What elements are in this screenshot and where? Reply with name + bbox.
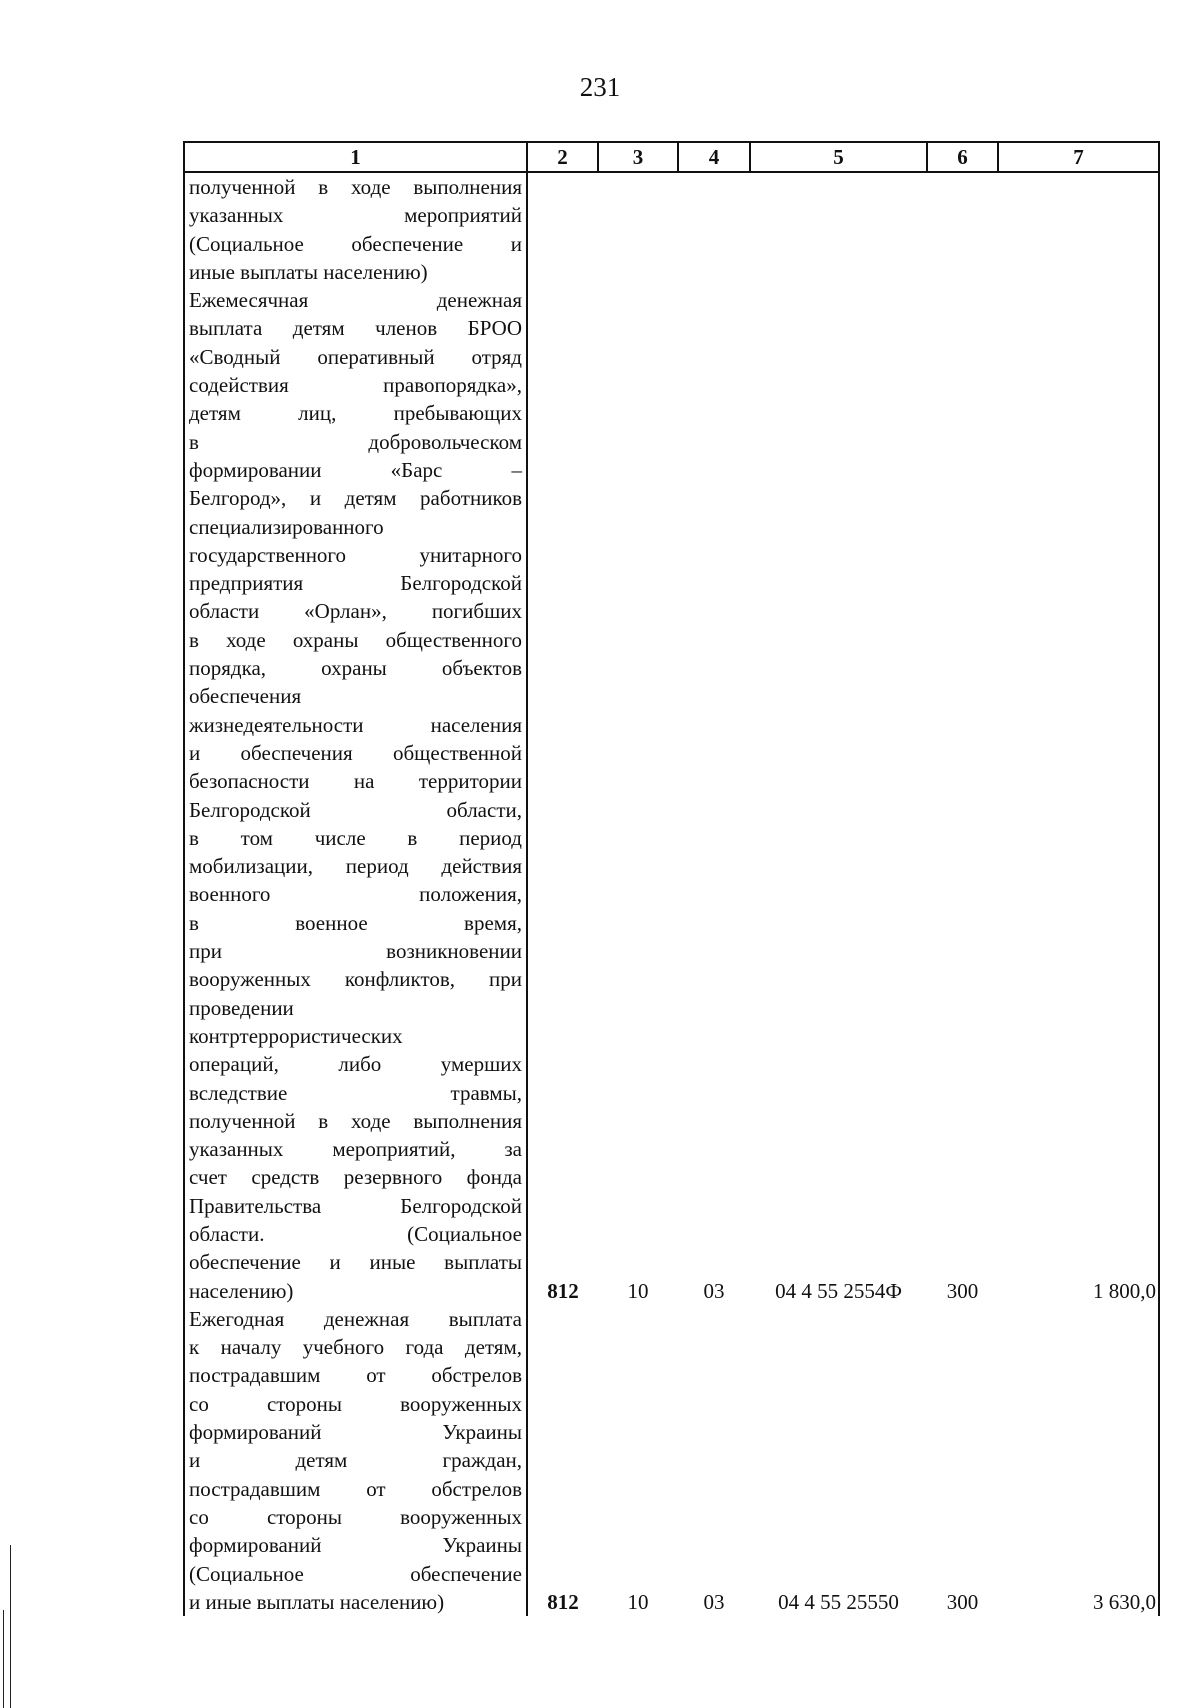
description-line: мобилизации, период действия xyxy=(189,854,522,879)
row-description xyxy=(184,172,527,286)
row-description xyxy=(184,286,527,1305)
description-line: формирований Украины xyxy=(189,1533,522,1558)
table-row xyxy=(184,172,1159,286)
description-line: в ходе охраны общественного xyxy=(189,627,522,652)
column-header: 7 xyxy=(998,142,1159,172)
description-line: вследствие травмы, xyxy=(189,1080,522,1105)
description-line: содействия правопорядка», xyxy=(189,373,522,398)
expense-type-cell: 300 xyxy=(946,1278,979,1303)
description-line: обеспечения xyxy=(189,684,302,709)
description-line: детям лиц, пребывающих xyxy=(189,401,522,426)
description-line: к началу учебного года детям, xyxy=(189,1335,522,1360)
description-line: Ежемесячная денежная xyxy=(189,288,522,313)
description-line: жизнедеятельности населения xyxy=(189,712,522,737)
description-line: и обеспечения общественной xyxy=(189,740,522,765)
description-line: области «Орлан», погибших xyxy=(189,599,522,624)
column-header: 2 xyxy=(527,142,598,172)
description-line: Правительства Белгородской xyxy=(189,1193,522,1218)
description-line: пострадавшим от обстрелов xyxy=(189,1476,522,1501)
expense-type-cell: 300 xyxy=(946,1589,979,1614)
description-line: и иные выплаты населению) xyxy=(189,1589,445,1614)
table-row xyxy=(184,286,1159,1305)
column-header: 1 xyxy=(184,142,527,172)
amount-cell xyxy=(998,172,1159,286)
scan-edge-line xyxy=(10,1545,11,1708)
description-line: при возникновении xyxy=(189,939,522,964)
target-article-cell: 04 4 55 25550 xyxy=(778,1589,899,1614)
target-article-cell xyxy=(750,172,927,286)
description-line: иные выплаты населению) xyxy=(189,259,428,284)
description-line: безопасности на территории xyxy=(189,769,522,794)
description-line: указанных мероприятий xyxy=(189,203,522,228)
description-line: полученной в ходе выполнения xyxy=(189,1108,522,1133)
subsection-cell xyxy=(678,172,750,286)
subsection-cell: 03 xyxy=(703,1589,725,1614)
column-header: 6 xyxy=(927,142,998,172)
section-cell: 10 xyxy=(627,1278,649,1303)
admin-code-cell: 812 xyxy=(547,1589,579,1614)
description-line: Белгород», и детям работников xyxy=(189,486,522,511)
column-header: 4 xyxy=(678,142,750,172)
description-line: в военное время, xyxy=(189,910,522,935)
description-line: в том числе в период xyxy=(189,825,522,850)
scan-edge-line xyxy=(3,1610,4,1708)
description-line: указанных мероприятий, за xyxy=(189,1137,522,1162)
description-line: Белгородской области, xyxy=(189,797,522,822)
description-line: (Социальное обеспечение и xyxy=(189,231,522,256)
column-header: 5 xyxy=(750,142,927,172)
description-line: (Социальное обеспечение xyxy=(189,1561,522,1586)
description-line: вооруженных конфликтов, при xyxy=(189,967,522,992)
description-line: обеспечение и иные выплаты xyxy=(189,1250,522,1275)
description-line: операций, либо умерших xyxy=(189,1052,522,1077)
table-row xyxy=(184,1305,1159,1616)
column-header: 3 xyxy=(598,142,678,172)
description-line: военного положения, xyxy=(189,882,522,907)
admin-code-cell: 812 xyxy=(547,1278,579,1303)
subsection-cell: 03 xyxy=(703,1278,725,1303)
description-line: «Сводный оперативный отряд xyxy=(189,344,522,369)
row-description xyxy=(184,1305,527,1616)
description-line: области. (Социальное xyxy=(189,1221,522,1246)
page-number: 231 xyxy=(579,72,621,102)
target-article-cell: 04 4 55 2554Ф xyxy=(775,1278,902,1303)
expense-type-cell xyxy=(927,172,998,286)
description-line: Ежегодная денежная выплата xyxy=(189,1306,522,1331)
description-line: предприятия Белгородской xyxy=(189,571,522,596)
description-line: порядка, охраны объектов xyxy=(189,656,522,681)
description-line: со стороны вооруженных xyxy=(189,1391,522,1416)
description-line: счет средств резервного фонда xyxy=(189,1165,522,1190)
amount-cell: 3 630,0 xyxy=(998,1305,1159,1616)
section-cell xyxy=(598,172,678,286)
description-line: формирований Украины xyxy=(189,1420,522,1445)
description-line: и детям граждан, xyxy=(189,1448,522,1473)
amount-cell: 1 800,0 xyxy=(998,286,1159,1305)
section-cell: 10 xyxy=(627,1589,649,1614)
description-line: пострадавшим от обстрелов xyxy=(189,1363,522,1388)
description-line: выплата детям членов БРОО xyxy=(189,316,522,341)
description-line: специализированного xyxy=(189,514,384,539)
admin-code-cell xyxy=(527,172,598,286)
description-line: государственного унитарного xyxy=(189,542,522,567)
description-line: со стороны вооруженных xyxy=(189,1504,522,1529)
description-line: проведении xyxy=(189,995,294,1020)
description-line: формировании «Барс – xyxy=(189,457,522,482)
description-line: в добровольческом xyxy=(189,429,522,454)
budget-table xyxy=(183,141,1160,1616)
header-row xyxy=(184,142,1159,172)
description-line: контртеррористических xyxy=(189,1023,403,1048)
description-line: полученной в ходе выполнения xyxy=(189,175,522,199)
description-line: населению) xyxy=(189,1278,294,1303)
